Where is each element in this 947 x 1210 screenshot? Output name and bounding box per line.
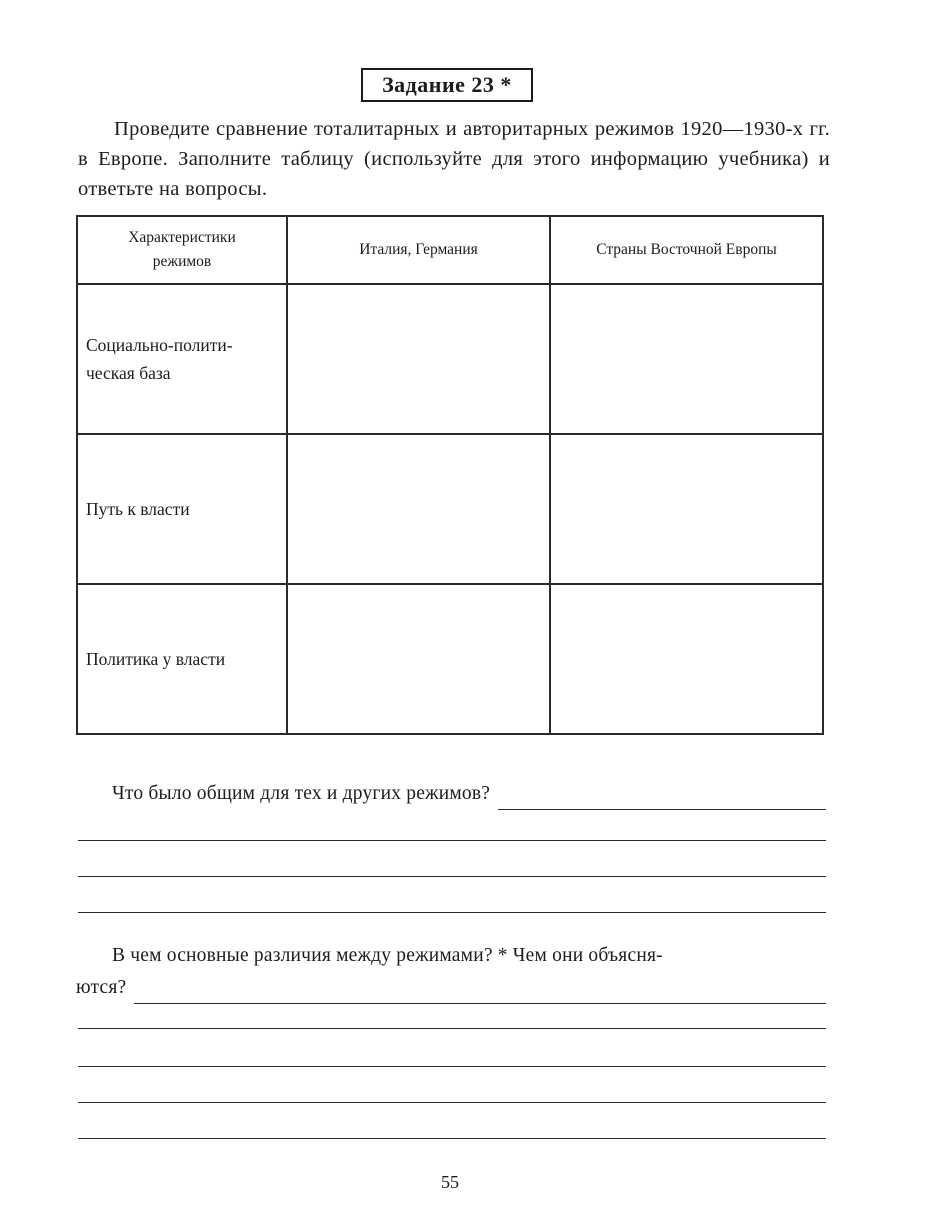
- question-differences-text-line2: ются?: [76, 977, 127, 998]
- answer-line[interactable]: [78, 1138, 826, 1139]
- header-eastern-europe: Страны Восточной Европы: [550, 216, 823, 284]
- cell-policy-in-power-italy-germany[interactable]: [287, 584, 550, 734]
- table-row: [77, 434, 823, 584]
- answer-line[interactable]: [78, 840, 826, 841]
- cell-social-base-eastern-europe[interactable]: [550, 284, 823, 434]
- cell-path-to-power-italy-germany[interactable]: [287, 434, 550, 584]
- answer-line[interactable]: [78, 1066, 826, 1067]
- answer-line[interactable]: [78, 1102, 826, 1103]
- cell-social-base-italy-germany[interactable]: [287, 284, 550, 434]
- task-instructions: Проведите сравнение тоталитарных и авторитарных режимов 1920—1930-х гг. в Европе. Заполните таблицу (используйте для этого информацию учебника) и ответьте на вопросы.: [78, 118, 830, 200]
- row-label-social-base: Социально-полити-ческая база: [77, 284, 287, 434]
- cell-policy-in-power-eastern-europe[interactable]: [550, 584, 823, 734]
- answer-line[interactable]: [78, 876, 826, 877]
- answer-line[interactable]: [78, 1028, 826, 1029]
- row-label-policy-in-power: Политика у власти: [77, 584, 287, 734]
- row-label-path-to-power: Путь к власти: [77, 434, 287, 584]
- question-differences-text-line1: В чем основные различия между режимами? * Чем они объясня-: [112, 945, 663, 966]
- comparison-table: [76, 215, 824, 735]
- table-header-row: [77, 216, 823, 284]
- page-number: 55: [441, 1172, 459, 1192]
- question-common: [76, 778, 826, 810]
- header-characteristics: Характеристики режимов: [77, 216, 287, 284]
- question-common-text: Что было общим для тех и других режимов?: [112, 783, 491, 804]
- answer-line[interactable]: [78, 912, 826, 913]
- table-row: [77, 584, 823, 734]
- answer-line[interactable]: [498, 785, 826, 810]
- question-differences: [76, 940, 826, 1004]
- task-title-text: Задание 23 *: [382, 72, 512, 97]
- cell-path-to-power-eastern-europe[interactable]: [550, 434, 823, 584]
- task-title: [361, 68, 533, 102]
- table-row: [77, 284, 823, 434]
- header-italy-germany: Италия, Германия: [287, 216, 550, 284]
- answer-line[interactable]: [134, 979, 826, 1004]
